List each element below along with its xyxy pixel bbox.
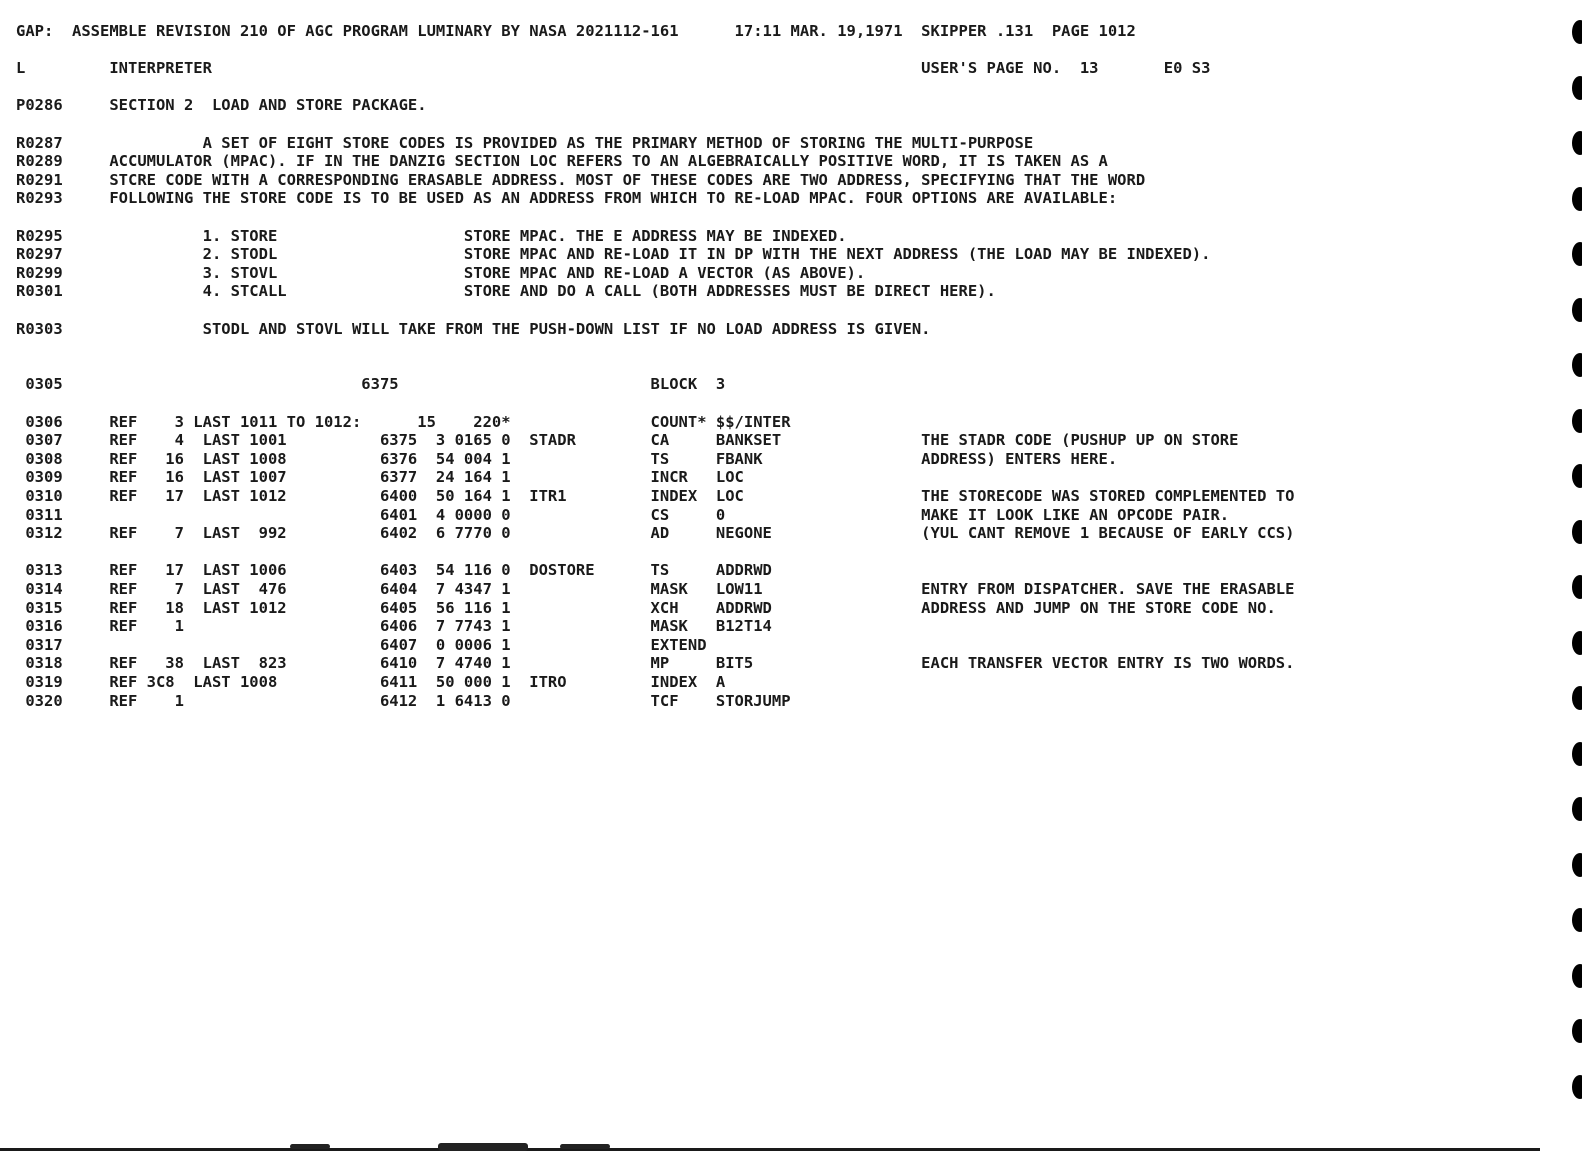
listing-line: 0317 6407 0 0006 1 EXTEND	[16, 635, 707, 654]
listing-line: 0310 REF 17 LAST 1012 6400 50 164 1 ITR1 INDEX LOC THE STORECODE WAS STORED COMPLEMENTED TO	[16, 487, 1295, 505]
listing-line: R0303 STODL AND STOVL WILL TAKE FROM THE PUSH-DOWN LIST IF NO LOAD ADDRESS IS GIVEN.	[16, 319, 931, 338]
scan-smudge	[438, 1143, 528, 1151]
listing-line: 0311 6401 4 0000 0 CS 0 MAKE IT LOOK LIKE AN OPCODE PAIR.	[16, 505, 1230, 524]
listing-line: 0314 REF 7 LAST 476 6404 7 4347 1 MASK LOW11 ENTRY FROM DISPATCHER. SAVE THE ERASABLE	[16, 580, 1295, 598]
punch-hole	[1572, 298, 1582, 322]
punch-hole	[1572, 464, 1582, 488]
scan-smudge	[560, 1144, 610, 1149]
listing-line: 0315 REF 18 LAST 1012 6405 56 116 1 XCH ADDRWD ADDRESS AND JUMP ON THE STORE CODE NO.	[16, 598, 1276, 617]
listing-line: R0295 1. STORE STORE MPAC. THE E ADDRESS MAY BE INDEXED.	[16, 226, 847, 245]
listing-line: 0307 REF 4 LAST 1001 6375 3 0165 0 STADR CA BANKSET THE STADR CODE (PUSHUP UP ON STORE	[16, 431, 1239, 450]
punch-hole	[1572, 964, 1582, 988]
punch-hole	[1572, 20, 1582, 44]
listing-line: R0293 FOLLOWING THE STORE CODE IS TO BE USED AS AN ADDRESS FROM WHICH TO RE-LOAD MPAC. FOUR OPTIONS ARE AVAILABLE:	[16, 189, 1118, 208]
listing-line: R0301 4. STCALL STORE AND DO A CALL (BOTH ADDRESSES MUST BE DIRECT HERE).	[16, 282, 996, 301]
listing-line: 0306 REF 3 LAST 1011 TO 1012: 15 220* COUNT* $$/INTER	[16, 412, 791, 431]
listing-line: 0319 REF 3C8 LAST 1008 6411 50 000 1 ITRO INDEX A	[16, 673, 726, 691]
punch-hole	[1572, 187, 1582, 211]
punch-hole	[1572, 742, 1582, 766]
scan-smudge	[290, 1144, 330, 1149]
punch-hole	[1572, 686, 1582, 710]
punch-hole	[1572, 131, 1582, 155]
listing-line: 0308 REF 16 LAST 1008 6376 54 004 1 TS FBANK ADDRESS) ENTERS HERE.	[16, 449, 1118, 468]
punch-hole	[1572, 908, 1582, 932]
punch-hole	[1572, 1019, 1582, 1043]
punch-hole	[1572, 409, 1582, 433]
listing-line: R0297 2. STODL STORE MPAC AND RE-LOAD IT IN DP WITH THE NEXT ADDRESS (THE LOAD MAY BE INDEXED).	[16, 245, 1211, 264]
punch-hole	[1572, 76, 1582, 100]
punch-hole	[1572, 242, 1582, 266]
punch-hole	[1572, 797, 1582, 821]
listing-line: 0318 REF 38 LAST 823 6410 7 4740 1 MP BIT5 EACH TRANSFER VECTOR ENTRY IS TWO WORDS.	[16, 654, 1295, 673]
punch-hole	[1572, 575, 1582, 599]
listing-line: 0309 REF 16 LAST 1007 6377 24 164 1 INCR LOC	[16, 468, 744, 487]
punch-hole	[1572, 353, 1582, 377]
punch-hole	[1572, 520, 1582, 544]
listing-line: R0299 3. STOVL STORE MPAC AND RE-LOAD A VECTOR (AS ABOVE).	[16, 263, 866, 282]
punch-hole	[1572, 1075, 1582, 1099]
listing-line: L INTERPRETER USER'S PAGE NO. 13 E0 S3	[16, 59, 1211, 78]
listing-line: GAP: ASSEMBLE REVISION 210 OF AGC PROGRAM LUMINARY BY NASA 2021112-161 17:11 MAR. 19,1971 SKIPPER .131 PAGE 1012	[16, 22, 1136, 40]
page-bottom-rule	[0, 1148, 1540, 1151]
listing-line: 0305 6375 BLOCK 3	[16, 375, 726, 394]
punch-hole	[1572, 631, 1582, 655]
listing-line: 0320 REF 1 6412 1 6413 0 TCF STORJUMP	[16, 691, 791, 710]
listing-line: 0313 REF 17 LAST 1006 6403 54 116 0 DOSTORE TS ADDRWD	[16, 561, 772, 580]
listing-line: 0312 REF 7 LAST 992 6402 6 7770 0 AD NEGONE (YUL CANT REMOVE 1 BECAUSE OF EARLY CCS)	[16, 524, 1295, 543]
listing-line: R0291 STCRE CODE WITH A CORRESPONDING ERASABLE ADDRESS. MOST OF THESE CODES ARE TWO ADDRESS, SPECIFYING THAT THE WORD	[16, 170, 1146, 189]
listing-line: R0289 ACCUMULATOR (MPAC). IF IN THE DANZIG SECTION LOC REFERS TO AN ALGEBRAICALLY POSITIVE WORD, IT IS TAKEN AS A	[16, 152, 1108, 171]
listing-line: P0286 SECTION 2 LOAD AND STORE PACKAGE.	[16, 96, 427, 115]
listing-line: 0316 REF 1 6406 7 7743 1 MASK B12T14	[16, 617, 772, 636]
punch-hole	[1572, 853, 1582, 877]
listing-line: R0287 A SET OF EIGHT STORE CODES IS PROVIDED AS THE PRIMARY METHOD OF STORING THE MULTI-PURPOSE	[16, 133, 1034, 152]
